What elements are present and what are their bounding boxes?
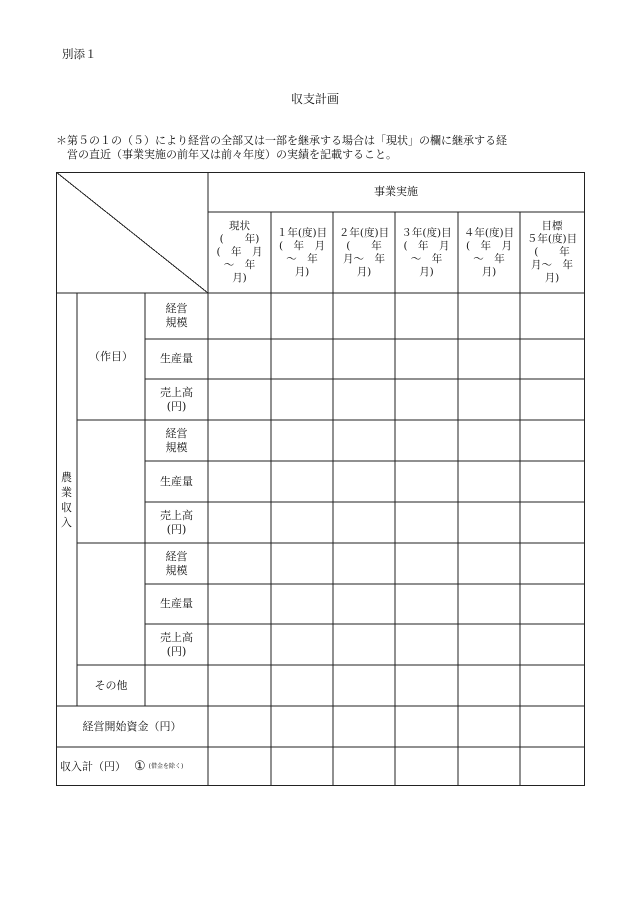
row-label-other: その他 [94, 678, 128, 692]
note-line-2: 営の直近（事業実施の前年又は前々年度）の実績を記載すること。 [67, 148, 397, 161]
scale-label-b-1: 規模 [165, 316, 188, 329]
sales-label-a-1: 売上高 [160, 385, 193, 399]
col-year-2-line-4: 月) [356, 265, 372, 278]
row-label-startup-capital: 経営開始資金（円） [82, 719, 182, 733]
row-label-sales-3 [145, 624, 208, 665]
row-label-production-1: 生産量 [160, 352, 193, 365]
col-header-year-2 [333, 212, 395, 293]
col-year-4-line-4: 月) [481, 265, 497, 278]
col-header-year-1 [271, 212, 333, 293]
row-label-scale-1 [145, 293, 208, 339]
row-label-production-3: 生産量 [160, 597, 193, 610]
scale-label-b-2: 規模 [165, 440, 188, 454]
instruction-note [56, 134, 586, 162]
col-current-line-2: ( 年) [219, 233, 260, 245]
col-header-target-year-5 [520, 212, 584, 293]
page-title: 収支計画 [290, 92, 339, 106]
col-header-current [208, 212, 271, 293]
side-label-char-4: 入 [61, 515, 72, 529]
scale-label-a-3: 経営 [165, 549, 188, 563]
sales-label-a-2: 売上高 [160, 508, 193, 522]
col-year-3-line-4: 月) [419, 265, 434, 278]
col-year-2-line-2: ( 年 [346, 239, 382, 252]
col-header-year-3 [395, 212, 458, 293]
row-label-scale-3 [145, 543, 208, 584]
col-year-4-line-2: ( 年 月 [465, 239, 513, 252]
sales-label-b-2: (円) [166, 522, 187, 536]
income-total-mark: ① [134, 758, 146, 774]
income-total-note: (借金を除く) [148, 762, 184, 770]
col-year-2-line-1: ２年(度)目 [338, 226, 390, 239]
crop-label: （作目） [89, 349, 133, 363]
scale-label-a-2: 経営 [165, 426, 188, 440]
income-plan-table [56, 172, 585, 786]
row-label-income-total [56, 747, 208, 786]
col-year-1-line-3: 〜 年 [286, 252, 318, 265]
col-year-1-line-2: ( 年 月 [278, 239, 326, 252]
col-year-4-line-3: 〜 年 [473, 252, 505, 265]
col-year-1-line-4: 月) [294, 265, 310, 278]
col-current-line-3: ( 年 月 [216, 246, 263, 258]
scale-label-a-1: 経営 [165, 302, 188, 315]
farm-income-side-label [56, 293, 77, 706]
col-target-line-5: 月) [544, 272, 560, 284]
col-year-1-line-1: １年(度)目 [276, 226, 328, 239]
col-target-line-4: 月〜 年 [530, 259, 573, 271]
col-current-line-1: 現状 [228, 220, 250, 232]
col-target-line-2: ５年(度)目 [526, 233, 578, 245]
row-label-scale-2 [145, 420, 208, 461]
row-label-sales-1 [145, 379, 208, 420]
row-label-production-2: 生産量 [160, 474, 193, 488]
scale-label-b-3: 規模 [165, 563, 188, 577]
sales-label-b-1: (円) [166, 399, 187, 413]
sales-label-a-3: 売上高 [160, 630, 193, 644]
col-year-3-line-3: 〜 年 [410, 252, 443, 265]
col-year-2-line-3: 月〜 年 [342, 252, 385, 265]
col-year-3-line-1: ３年(度)目 [401, 226, 452, 239]
col-target-line-1: 目標 [541, 220, 563, 232]
income-total-text: 収入計（円） [60, 759, 126, 773]
attachment-label: 別添１ [62, 47, 97, 61]
col-current-line-4: 〜 年 [223, 259, 256, 271]
side-label-char-2: 業 [61, 485, 72, 499]
col-year-3-line-2: ( 年 月 [403, 239, 450, 252]
sales-label-b-3: (円) [166, 644, 187, 658]
group-header-project: 事業実施 [374, 185, 418, 198]
col-year-4-line-1: ４年(度)目 [463, 226, 515, 239]
side-label-char-1: 農 [61, 470, 72, 484]
col-header-year-4 [458, 212, 520, 293]
side-label-char-3: 収 [61, 500, 72, 514]
col-target-line-3: ( 年 [534, 246, 570, 258]
row-label-sales-2 [145, 502, 208, 543]
note-line-1: ＊第５の１の（５）により経営の全部又は一部を継承する場合は「現状」の欄に継承する経 [56, 134, 507, 147]
col-current-line-5: 月) [232, 272, 247, 284]
